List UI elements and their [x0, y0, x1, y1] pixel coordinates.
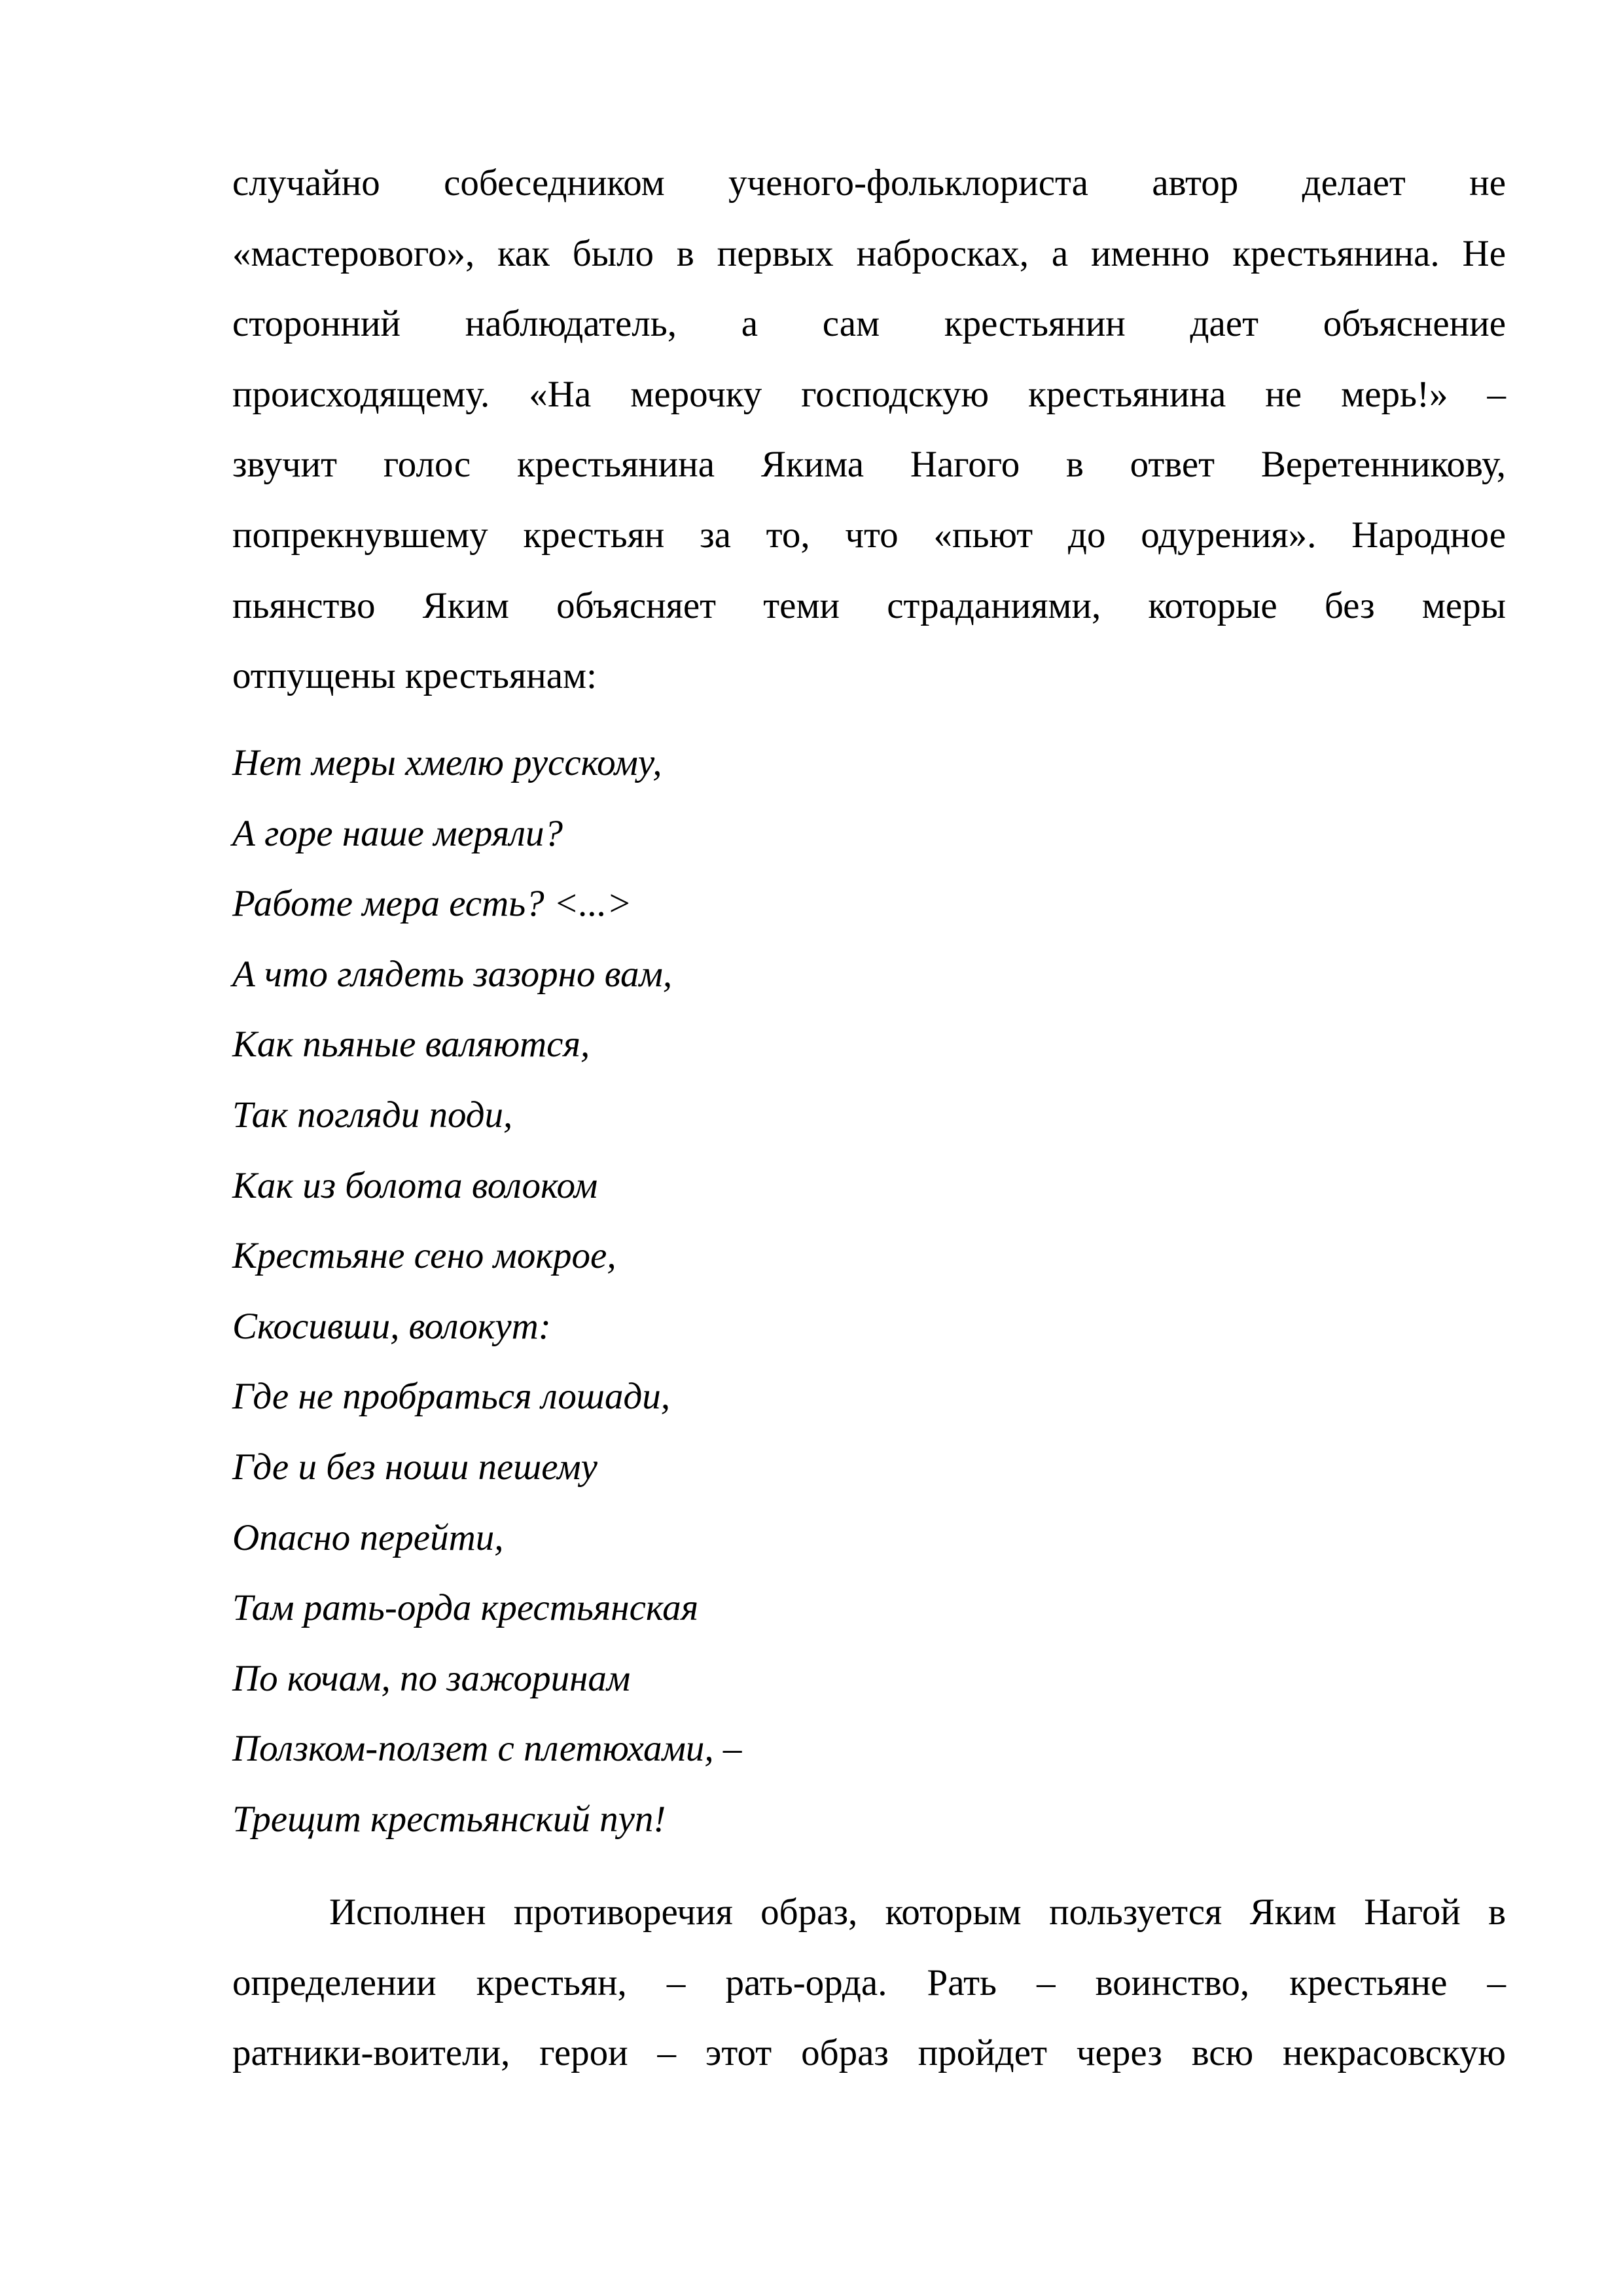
paragraph-line: попрекнувшему крестьян за то, что «пьют до одурения». Народное — [232, 514, 1506, 556]
verse-line: Как пьяные валяются, — [232, 1024, 590, 1066]
verse-line: Как из болота волоком — [232, 1164, 598, 1206]
verse-line: Нет меры хмелю русскому, — [232, 742, 662, 783]
verse-line: Скосивши, волокут: — [232, 1305, 551, 1347]
paragraph-intro — [232, 148, 1506, 711]
verse-line: Так погляди поди, — [232, 1094, 513, 1136]
verse-line: Там рать-орда крестьянская — [232, 1587, 699, 1629]
verse-line: А что глядеть зазорно вам, — [232, 953, 673, 995]
paragraph-line: случайно собеседником ученого-фольклориста автор делает не — [232, 162, 1506, 204]
verse-line: Ползком-ползет с плетюхами, – — [232, 1728, 742, 1770]
paragraph-line: определении крестьян, – рать-орда. Рать – воинство, крестьяне – — [232, 1962, 1506, 2003]
paragraph-line: «мастерового», как было в первых набросках, а именно крестьянина. Не — [232, 232, 1506, 274]
verse-line: А горе наше меряли? — [232, 812, 563, 854]
paragraph-line: отпущены крестьянам: — [232, 655, 597, 697]
verse-line: Трещит крестьянский пуп! — [232, 1798, 666, 1840]
verse-line: По кочам, по зажоринам — [232, 1657, 631, 1699]
verse-quotation — [232, 728, 1506, 1855]
paragraph-analysis — [232, 1877, 1506, 2089]
paragraph-line: звучит голос крестьянина Якима Нагого в ответ Веретенникову, — [232, 444, 1506, 486]
paragraph-line: пьянство Яким объясняет теми страданиями, которые без меры — [232, 584, 1506, 626]
verse-line: Работе мера есть? <...> — [232, 883, 632, 925]
paragraph-line: сторонний наблюдатель, а сам крестьянин дает объяснение — [232, 303, 1506, 345]
verse-line: Где и без ноши пешему — [232, 1446, 597, 1488]
paragraph-line: Исполнен противоречия образ, которым пользуется Яким Нагой в — [329, 1892, 1506, 1933]
paragraph-line: происходящему. «На мерочку господскую крестьянина не мерь!» – — [232, 373, 1506, 415]
verse-line: Где не пробраться лошади, — [232, 1376, 671, 1418]
verse-line: Опасно перейти, — [232, 1516, 504, 1558]
verse-line: Крестьяне сено мокрое, — [232, 1235, 616, 1277]
paragraph-line: ратники-воители, герои – этот образ пройдет через всю некрасовскую — [232, 2032, 1506, 2074]
